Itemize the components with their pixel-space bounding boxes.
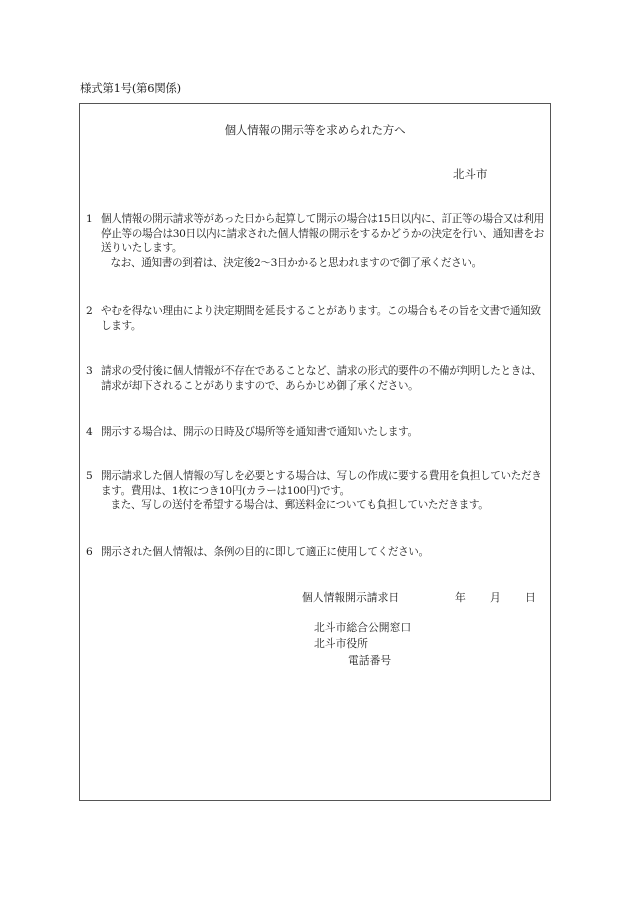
issuer-city: 北斗市: [453, 167, 488, 181]
contact-window: 北斗市総合公開窓口: [314, 621, 412, 634]
item-text: 開示請求した個人情報の写しを必要とする場合は、写しの作成に要する費用を負担していただきます。費用は、1枚につき10円(カラーは100円)です。: [101, 470, 542, 497]
form-number-label: 様式第1号(第6関係): [80, 81, 181, 95]
item-text: 請求の受付後に個人情報が不存在であることなど、請求の形式的要件の不備が判明したときは、請求が却下されることがありますので、あらかじめ御了承ください。: [101, 365, 542, 392]
contact-phone-label: 電話番号: [348, 654, 392, 667]
contact-office: 北斗市役所: [314, 637, 368, 650]
item-text: 個人情報の開示請求等があった日から起算して開示の場合は15日以内に、訂正等の場合又は利用停止等の場合は30日以内に請求された個人情報の開示をするかどうかの決定を行い、通知書をお送りいたします。: [101, 213, 545, 254]
item-continuation: なお、通知書の到着は、決定後2〜3日かかると思われますので御了承ください。: [110, 256, 482, 269]
day-label: 日: [525, 591, 536, 604]
item-number: 2: [86, 305, 93, 317]
notice-item-3: [86, 364, 544, 393]
item-number: 5: [86, 470, 93, 482]
request-date-label: 個人情報開示請求日: [302, 591, 400, 604]
item-text: 開示する場合は、開示の日時及び場所等を通知書で通知いたします。: [101, 426, 418, 438]
item-continuation: また、写しの送付を希望する場合は、郵送料金についても負担していただきます。: [110, 499, 489, 511]
notice-item-4: [86, 425, 544, 440]
notice-title: 個人情報の開示等を求められた方へ: [224, 123, 406, 137]
month-label: 月: [490, 591, 501, 604]
notice-item-6: [86, 545, 544, 560]
item-number: 6: [86, 546, 93, 558]
notice-box: [79, 103, 551, 801]
notice-item-5: [86, 469, 544, 513]
item-number: 3: [86, 365, 93, 377]
item-text: 開示された個人情報は、条例の目的に即して適正に使用してください。: [101, 546, 429, 558]
item-text: やむを得ない理由により決定期間を延長することがあります。この場合もその旨を文書で通知致します。: [101, 305, 541, 332]
item-number: 4: [86, 426, 93, 438]
notice-item-1: [86, 212, 544, 270]
year-label: 年: [455, 591, 466, 604]
item-number: 1: [86, 213, 93, 225]
notice-item-2: [86, 304, 544, 333]
